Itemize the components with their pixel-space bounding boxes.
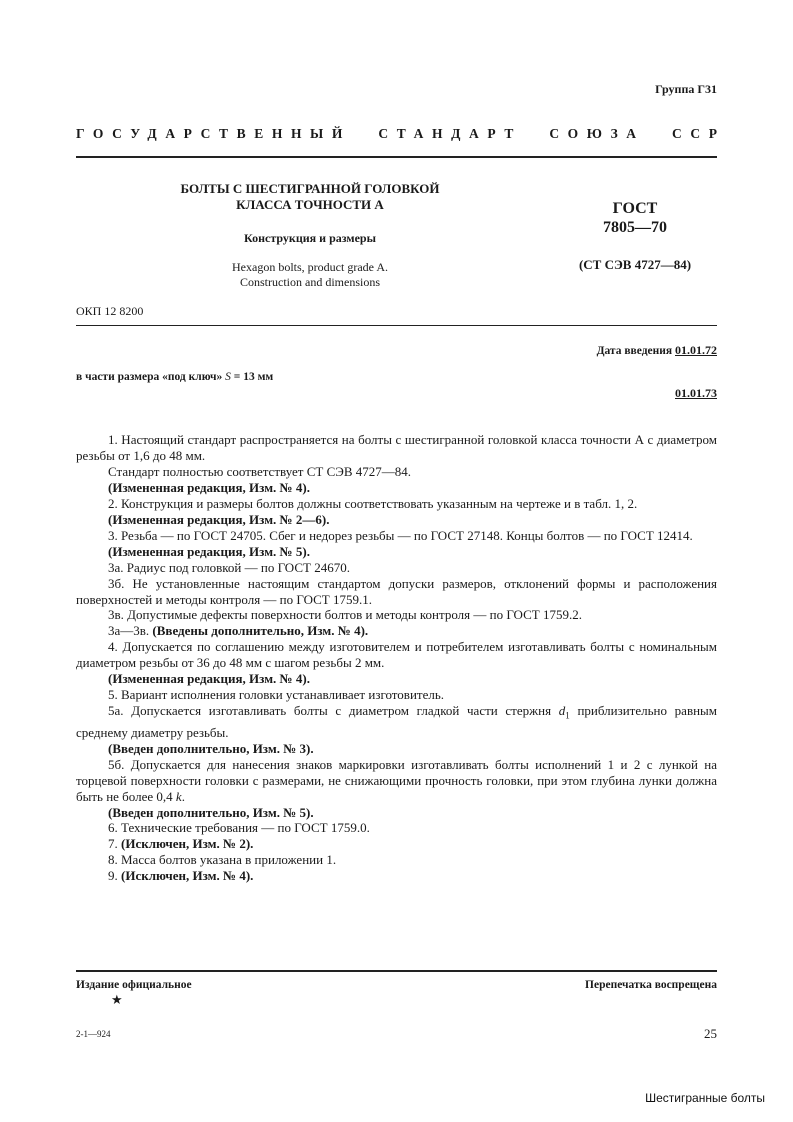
clause-3: 3. Резьба — по ГОСТ 24705. Сбег и недорез резьбы — по ГОСТ 27148. Концы болтов — по ГОСТ 12414. [108, 527, 693, 543]
partial-date-value: 01.01.73 [675, 386, 717, 400]
group-label: Группа Г31 [655, 82, 717, 96]
clause-5b-note: (Введен дополнительно, Изм. № 5). [108, 804, 314, 820]
clause-7 [76, 836, 717, 852]
document-title [120, 181, 500, 213]
clause-9-note: (Исключен, Изм. № 4). [121, 868, 254, 884]
okp-rule [76, 325, 717, 326]
clause-5b: 5б. Допускается для нанесения знаков маркировки изготавливать болты исполнений 1 и 2 с лункой на торцевой поверхности головки с размерами, не снижающими прочность головки, при этом глубина лунки должна быть не более 0,4 k. [76, 756, 717, 804]
state-word-4: ССР [672, 126, 726, 141]
gost-number: 7805—70 [603, 219, 667, 236]
clause-5a [76, 703, 717, 741]
clause-5b-text: 5б. Допускается для нанесения знаков маркировки изготавливать болты исполнений 1 и 2 с лункой на торцевой поверхности головки с размерами, не снижающими прочность головки, при этом глубина лунки должна быть не более 0,4 [76, 756, 717, 804]
clause-5a-variable: d [558, 703, 566, 719]
clause-7-number: 7. [108, 836, 118, 852]
bottom-caption: Шестигранные болты [645, 1091, 765, 1105]
clause-2-note: (Измененная редакция, Изм. № 2—6). [108, 511, 330, 527]
clause-9-number: 9. [108, 868, 118, 884]
state-word-1: ГОСУДАРСТВЕННЫЙ [76, 126, 352, 141]
title-line-1: БОЛТЫ С ШЕСТИГРАННОЙ ГОЛОВКОЙ [180, 181, 440, 196]
footer-rule [76, 970, 717, 972]
document-body [76, 432, 717, 884]
clause-3a: 3а. Радиус под головкой — по ГОСТ 24670. [108, 559, 350, 575]
clause-1: 1. Настоящий стандарт распространяется на болты с шестигранной головкой класса точности А с диаметром резьбы от 1,6 до 48 мм. [76, 432, 717, 463]
official-edition: Издание официальное [76, 979, 192, 991]
clause-9 [76, 868, 717, 884]
print-code: 2-1—924 [76, 1029, 111, 1039]
state-word-2: СТАНДАРТ [378, 126, 522, 141]
clause-6: 6. Технические требования — по ГОСТ 1759.0. [108, 820, 370, 836]
clause-1-note: (Измененная редакция, Изм. № 4). [108, 479, 310, 495]
document-subtitle: Конструкция и размеры [244, 231, 376, 245]
intro-date-label: Дата введения [596, 345, 673, 357]
state-word-3: СОЮЗА [549, 126, 645, 141]
clause-7-note: (Исключен, Изм. № 2). [121, 836, 254, 852]
english-title [120, 260, 500, 290]
clause-8: 8. Масса болтов указана в приложении 1. [108, 852, 337, 868]
clause-5b-variable: k [175, 788, 182, 804]
reprint-prohibited: Перепечатка воспрещена [585, 979, 717, 991]
okp-code: ОКП 12 8200 [76, 304, 144, 318]
clause-3a-3v-amendment: (Введены дополнительно, Изм. № 4). [152, 623, 369, 639]
clause-3-note: (Измененная редакция, Изм. № 5). [108, 543, 310, 559]
clause-3a-3v-note [76, 623, 717, 639]
clause-4-note: (Измененная редакция, Изм. № 4). [108, 671, 310, 687]
clause-2: 2. Конструкция и размеры болтов должны соответствовать указанным на чертеже и в табл. 1, 2. [108, 495, 638, 511]
partial-date-note [76, 371, 273, 383]
clause-3v: 3в. Допустимые дефекты поверхности болтов и методы контроля — по ГОСТ 1759.2. [108, 607, 582, 623]
part-text: в части размера «под ключ» [76, 371, 223, 383]
star-icon: ★ [111, 992, 123, 1007]
clause-4: 4. Допускается по соглашению между изготовителем и потребителем изготавливать болты с номинальным диаметром резьбы от 36 до 48 мм с шагом резьбы 2 мм. [76, 639, 717, 671]
introduction-date [597, 343, 717, 358]
gost-label: ГОСТ [612, 200, 658, 217]
top-rule [76, 156, 717, 158]
clause-3a-3v-prefix: 3а—3в. [108, 623, 150, 639]
clause-5a-subscript: 1 [565, 710, 570, 721]
gost-designation [560, 199, 710, 237]
title-line-2: КЛАССА ТОЧНОСТИ А [236, 197, 384, 212]
clause-1-compliance: Стандарт полностью соответствует СТ СЭВ 4727—84. [108, 463, 412, 479]
clause-5a-end: приблизительно равным среднему диаметру резьбы. [76, 703, 718, 740]
clause-5a-start: 5а. Допускается изготавливать болты с диаметром гладкой части стержня [108, 703, 552, 719]
clause-3b: 3б. Не установленные настоящим стандартом допуски размеров, отклонений формы и расположения поверхностей и методы контроля — по ГОСТ 1759.1. [76, 575, 717, 607]
sev-reference: (СТ СЭВ 4727—84) [578, 257, 692, 272]
clause-5: 5. Вариант исполнения головки устанавливает изготовитель. [108, 687, 445, 703]
state-standard-heading [76, 126, 726, 142]
clause-5a-note: (Введен дополнительно, Изм. № 3). [108, 740, 314, 756]
english-title-line-1: Hexagon bolts, product grade A. [232, 260, 388, 274]
english-title-line-2: Construction and dimensions [240, 275, 380, 289]
intro-date-value: 01.01.72 [675, 343, 717, 357]
page-number: 25 [704, 1026, 717, 1041]
part-value: = 13 мм [233, 371, 274, 383]
part-variable: S [225, 371, 231, 383]
